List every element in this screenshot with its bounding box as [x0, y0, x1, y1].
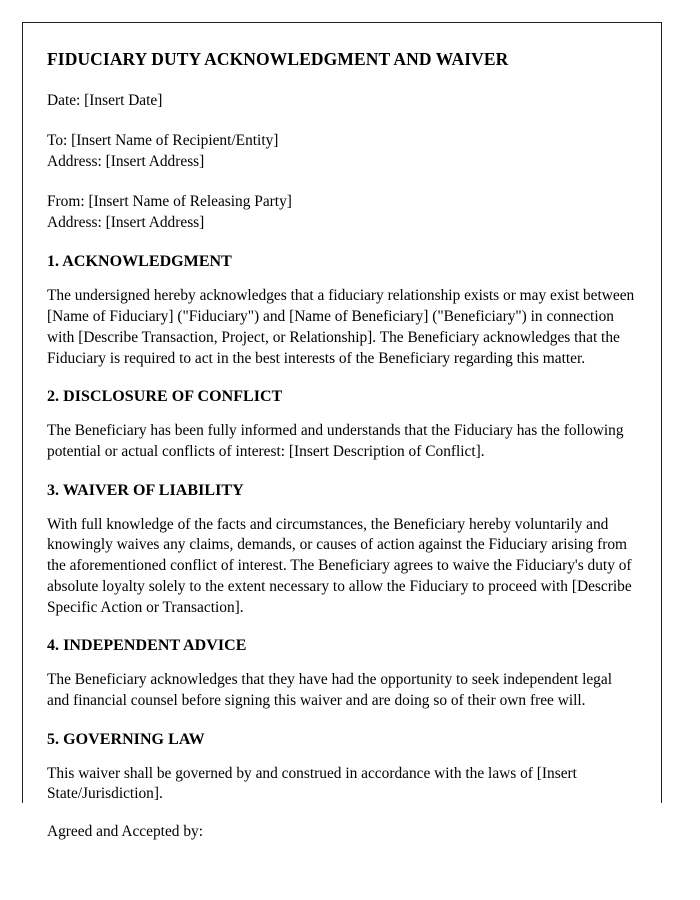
sender-block — [47, 192, 635, 233]
section-body: The Beneficiary has been fully informed and understands that the Fiduciary has the following potential or actual conflicts of interest: [Insert Description of Conflict]. — [47, 422, 624, 461]
document-body — [23, 23, 661, 843]
section-disclosure-of-conflict — [47, 387, 635, 462]
section-heading: 2. DISCLOSURE OF CONFLICT — [47, 388, 283, 406]
recipient-address-line: Address: [Insert Address] — [47, 152, 205, 170]
page-title: FIDUCIARY DUTY ACKNOWLEDGMENT AND WAIVER — [47, 49, 509, 69]
section-heading: 4. INDEPENDENT ADVICE — [47, 637, 247, 655]
section-body: The Beneficiary acknowledges that they have had the opportunity to seek independent legal and financial counsel before signing this waiver and are doing so of their own free will. — [47, 671, 612, 710]
section-waiver-of-liability — [47, 481, 635, 619]
section-governing-law — [47, 730, 635, 805]
signoff-line: Agreed and Accepted by: — [47, 823, 203, 841]
sender-address-line: Address: [Insert Address] — [47, 213, 205, 231]
section-heading: 5. GOVERNING LAW — [47, 730, 205, 748]
document-page — [22, 22, 662, 841]
recipient-name-line: To: [Insert Name of Recipient/Entity] — [47, 132, 279, 150]
section-body: With full knowledge of the facts and circumstances, the Beneficiary hereby voluntarily and knowingly waives any claims, demands, or causes of action against the Fiduciary arising from the aforementioned conflict of interest. The Beneficiary agrees to waive the Fiduciary's duty of absolute loyalty solely to the extent necessary to allow the Fiduciary to proceed with [Describe Specific Action or Transaction]. — [47, 515, 632, 616]
section-body: This waiver shall be governed by and construed in accordance with the laws of [Insert State/Jurisdiction]. — [47, 764, 577, 803]
section-acknowledgment — [47, 252, 635, 369]
date-block — [47, 91, 635, 111]
date-line: Date: [Insert Date] — [47, 92, 163, 109]
recipient-block — [47, 131, 635, 172]
sender-name-line: From: [Insert Name of Releasing Party] — [47, 193, 292, 211]
section-heading: 1. ACKNOWLEDGMENT — [47, 253, 232, 271]
section-heading: 3. WAIVER OF LIABILITY — [47, 481, 244, 499]
section-independent-advice — [47, 636, 635, 711]
section-body: The undersigned hereby acknowledges that a fiduciary relationship exists or may exist between [Name of Fiduciary] ("Fiduciary") and [Name of Beneficiary] ("Beneficiary") in connection with [Describe Transaction, Project, or Relationship]. The Beneficiary acknowledges that the Fiduciary is required to act in the best interests of the Beneficiary regarding this matter. — [47, 287, 635, 367]
